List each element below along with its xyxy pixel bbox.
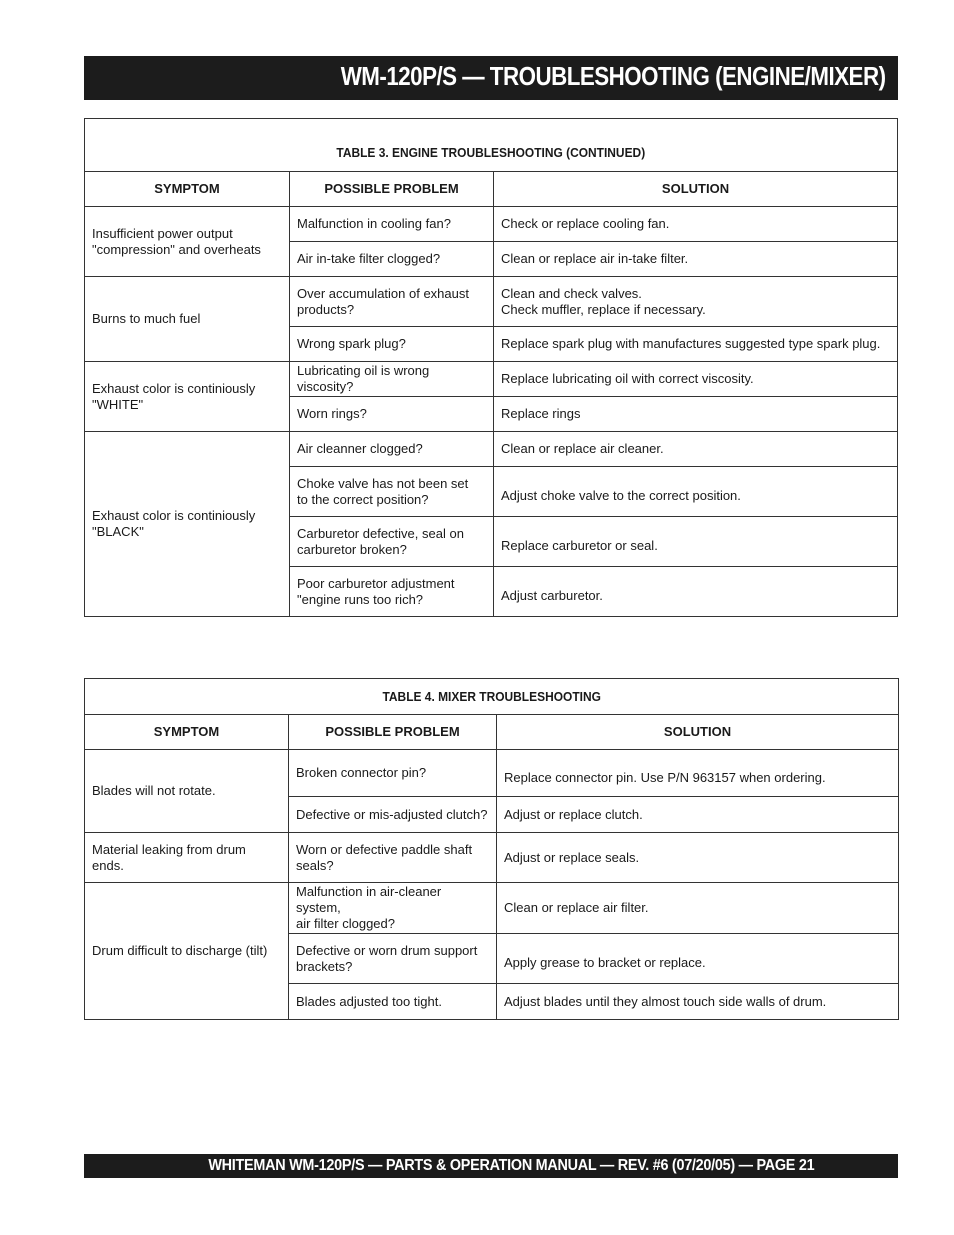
solution-cell: Replace rings — [494, 397, 898, 432]
problem-cell: Blades adjusted too tight. — [289, 984, 497, 1020]
table-row — [85, 883, 899, 934]
mixer-troubleshooting-table — [84, 678, 899, 1020]
page-footer-bar — [84, 1154, 898, 1178]
table-row — [85, 362, 898, 397]
page-title: WM-120P/S — TROUBLESHOOTING (ENGINE/MIXER) — [341, 61, 886, 91]
solution-cell: Replace lubricating oil with correct viscosity. — [494, 362, 898, 397]
problem-cell: Air cleanner clogged? — [290, 432, 494, 467]
solution-cell: Clean or replace air in-take filter. — [494, 242, 898, 277]
table-caption: TABLE 3. ENGINE TROUBLESHOOTING (CONTINUED) — [85, 119, 898, 172]
solution-cell: Adjust or replace seals. — [497, 833, 899, 883]
page-footer: WHITEMAN WM-120P/S — PARTS & OPERATION MANUAL — REV. #6 (07/20/05) — PAGE 21 — [207, 1157, 814, 1174]
symptom-cell: Material leaking from drum ends. — [85, 833, 289, 883]
solution-cell: Replace carburetor or seal. — [494, 517, 898, 567]
symptom-cell: Insufficient power output "compression" and overheats — [85, 207, 290, 277]
problem-cell: Choke valve has not been set to the correct position? — [290, 467, 494, 517]
table-row — [85, 207, 898, 242]
table-row — [85, 277, 898, 327]
column-header-solution: SOLUTION — [497, 715, 899, 750]
engine-troubleshooting-table — [84, 118, 898, 617]
solution-cell: Adjust blades until they almost touch side walls of drum. — [497, 984, 899, 1020]
table-row — [85, 432, 898, 467]
symptom-cell: Burns to much fuel — [85, 277, 290, 362]
solution-cell: Clean and check valves. Check muffler, replace if necessary. — [494, 277, 898, 327]
symptom-cell: Exhaust color is continiously "BLACK" — [85, 432, 290, 617]
problem-cell: Broken connector pin? — [289, 750, 497, 797]
problem-cell: Poor carburetor adjustment "engine runs too rich? — [290, 567, 494, 617]
solution-cell: Check or replace cooling fan. — [494, 207, 898, 242]
problem-cell: Lubricating oil is wrong viscosity? — [290, 362, 494, 397]
solution-cell: Apply grease to bracket or replace. — [497, 934, 899, 984]
problem-cell: Worn or defective paddle shaft seals? — [289, 833, 497, 883]
problem-cell: Carburetor defective, seal on carburetor broken? — [290, 517, 494, 567]
solution-cell: Clean or replace air filter. — [497, 883, 899, 934]
column-header-problem: POSSIBLE PROBLEM — [290, 172, 494, 207]
problem-cell: Defective or mis-adjusted clutch? — [289, 797, 497, 833]
column-header-solution: SOLUTION — [494, 172, 898, 207]
problem-cell: Malfunction in cooling fan? — [290, 207, 494, 242]
page-header-bar — [84, 56, 898, 100]
column-header-symptom: SYMPTOM — [85, 172, 290, 207]
symptom-cell: Blades will not rotate. — [85, 750, 289, 833]
problem-cell: Wrong spark plug? — [290, 327, 494, 362]
problem-cell: Air in-take filter clogged? — [290, 242, 494, 277]
solution-cell: Adjust carburetor. — [494, 567, 898, 617]
table-row — [85, 750, 899, 797]
column-header-problem: POSSIBLE PROBLEM — [289, 715, 497, 750]
solution-cell: Replace connector pin. Use P/N 963157 when ordering. — [497, 750, 899, 797]
problem-cell: Defective or worn drum support brackets? — [289, 934, 497, 984]
solution-cell: Clean or replace air cleaner. — [494, 432, 898, 467]
column-header-symptom: SYMPTOM — [85, 715, 289, 750]
table-caption: TABLE 4. MIXER TROUBLESHOOTING — [85, 679, 899, 715]
problem-cell: Malfunction in air-cleaner system, air filter clogged? — [289, 883, 497, 934]
problem-cell: Over accumulation of exhaust products? — [290, 277, 494, 327]
symptom-cell: Exhaust color is continiously "WHITE" — [85, 362, 290, 432]
table-row — [85, 833, 899, 883]
solution-cell: Replace spark plug with manufactures suggested type spark plug. — [494, 327, 898, 362]
solution-cell: Adjust choke valve to the correct position. — [494, 467, 898, 517]
solution-cell: Adjust or replace clutch. — [497, 797, 899, 833]
symptom-cell: Drum difficult to discharge (tilt) — [85, 883, 289, 1020]
problem-cell: Worn rings? — [290, 397, 494, 432]
